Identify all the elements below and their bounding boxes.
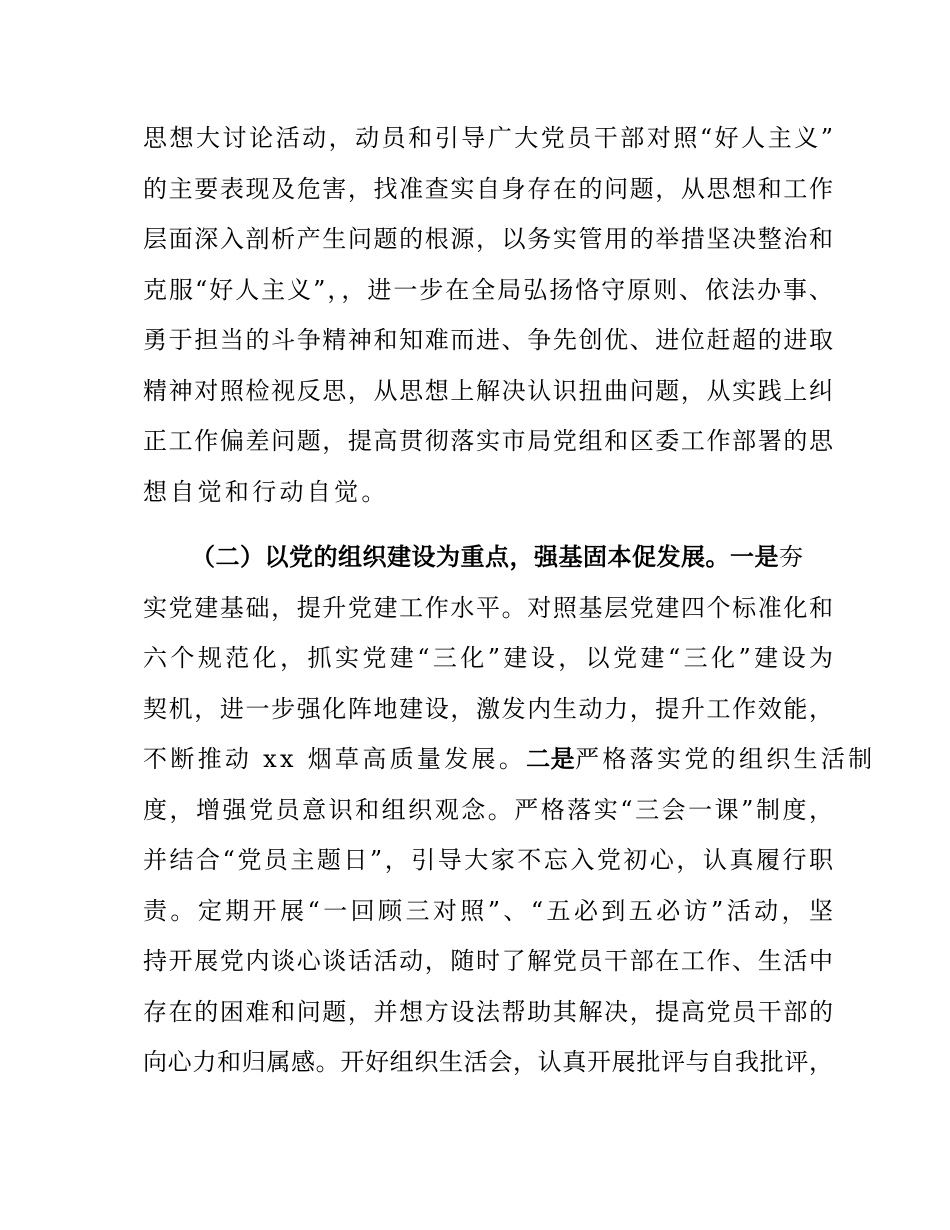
text-line: 度，增强党员意识和组织观念。严格落实“三会一课”制度， <box>143 795 833 824</box>
text-line: 思想大讨论活动，动员和引导广大党员干部对照“好人主义” <box>143 124 833 152</box>
text-line: 并结合“党员主题日”，引导大家不忘入党初心，认真履行职 <box>143 846 833 874</box>
text-line: 向心力和归属感。开好组织生活会，认真开展批评与自我批评， <box>143 1048 833 1076</box>
text-line <box>143 734 876 785</box>
text-line: 的主要表现及危害，找准查实自身存在的问题，从思想和工作 <box>143 174 833 203</box>
text-fragment: 不断推动 xx 烟草高质量发展。 <box>143 745 527 773</box>
text-line: 精神对照检视反思，从思想上解决认识扭曲问题，从实践上纠 <box>143 376 833 405</box>
text-line: 克服“好人主义”，，进一步在全局弘扬恪守原则、依法办事、 <box>143 275 833 304</box>
text-line: 六个规范化，抓实党建“三化”建设，以党建“三化”建设为 <box>143 644 833 672</box>
section-heading: （二）以党的组织建设为重点，强基固本促发展。 <box>191 543 730 571</box>
heading-line <box>143 532 833 583</box>
text-line: 正工作偏差问题，提高贯彻落实市局党组和区委工作部署的思 <box>143 427 833 455</box>
text-line: 存在的困难和问题，并想方设法帮助其解决，提高党员干部的 <box>143 997 833 1026</box>
second-point-marker: 二是 <box>526 745 576 773</box>
text-line: 责。定期开展“一回顾三对照”、“五必到五必访”活动，坚 <box>143 896 833 925</box>
paragraph-ideology-discussion <box>143 113 833 517</box>
text-line: 契机，进一步强化阵地建设，激发内生动力，提升工作效能， <box>143 694 833 723</box>
text-fragment: 严格落实党的组织生活制 <box>575 745 876 773</box>
text-line: 实党建基础，提升党建工作水平。对照基层党建四个标准化和 <box>143 593 833 622</box>
text-line: 持开展党内谈心谈话活动，随时了解党员干部在工作、生活中 <box>143 947 833 975</box>
text-fragment: 夯 <box>779 543 807 571</box>
text-line: 层面深入剖析产生问题的根源，以务实管用的举措坚决整治和 <box>143 225 833 253</box>
text-line: 勇于担当的斗争精神和知难而进、争先创优、进位赶超的进取 <box>143 326 833 354</box>
text-line: 想自觉和行动自觉。 <box>143 477 389 506</box>
first-point-marker: 一是 <box>730 543 779 571</box>
paragraph-party-organization <box>143 532 876 1088</box>
